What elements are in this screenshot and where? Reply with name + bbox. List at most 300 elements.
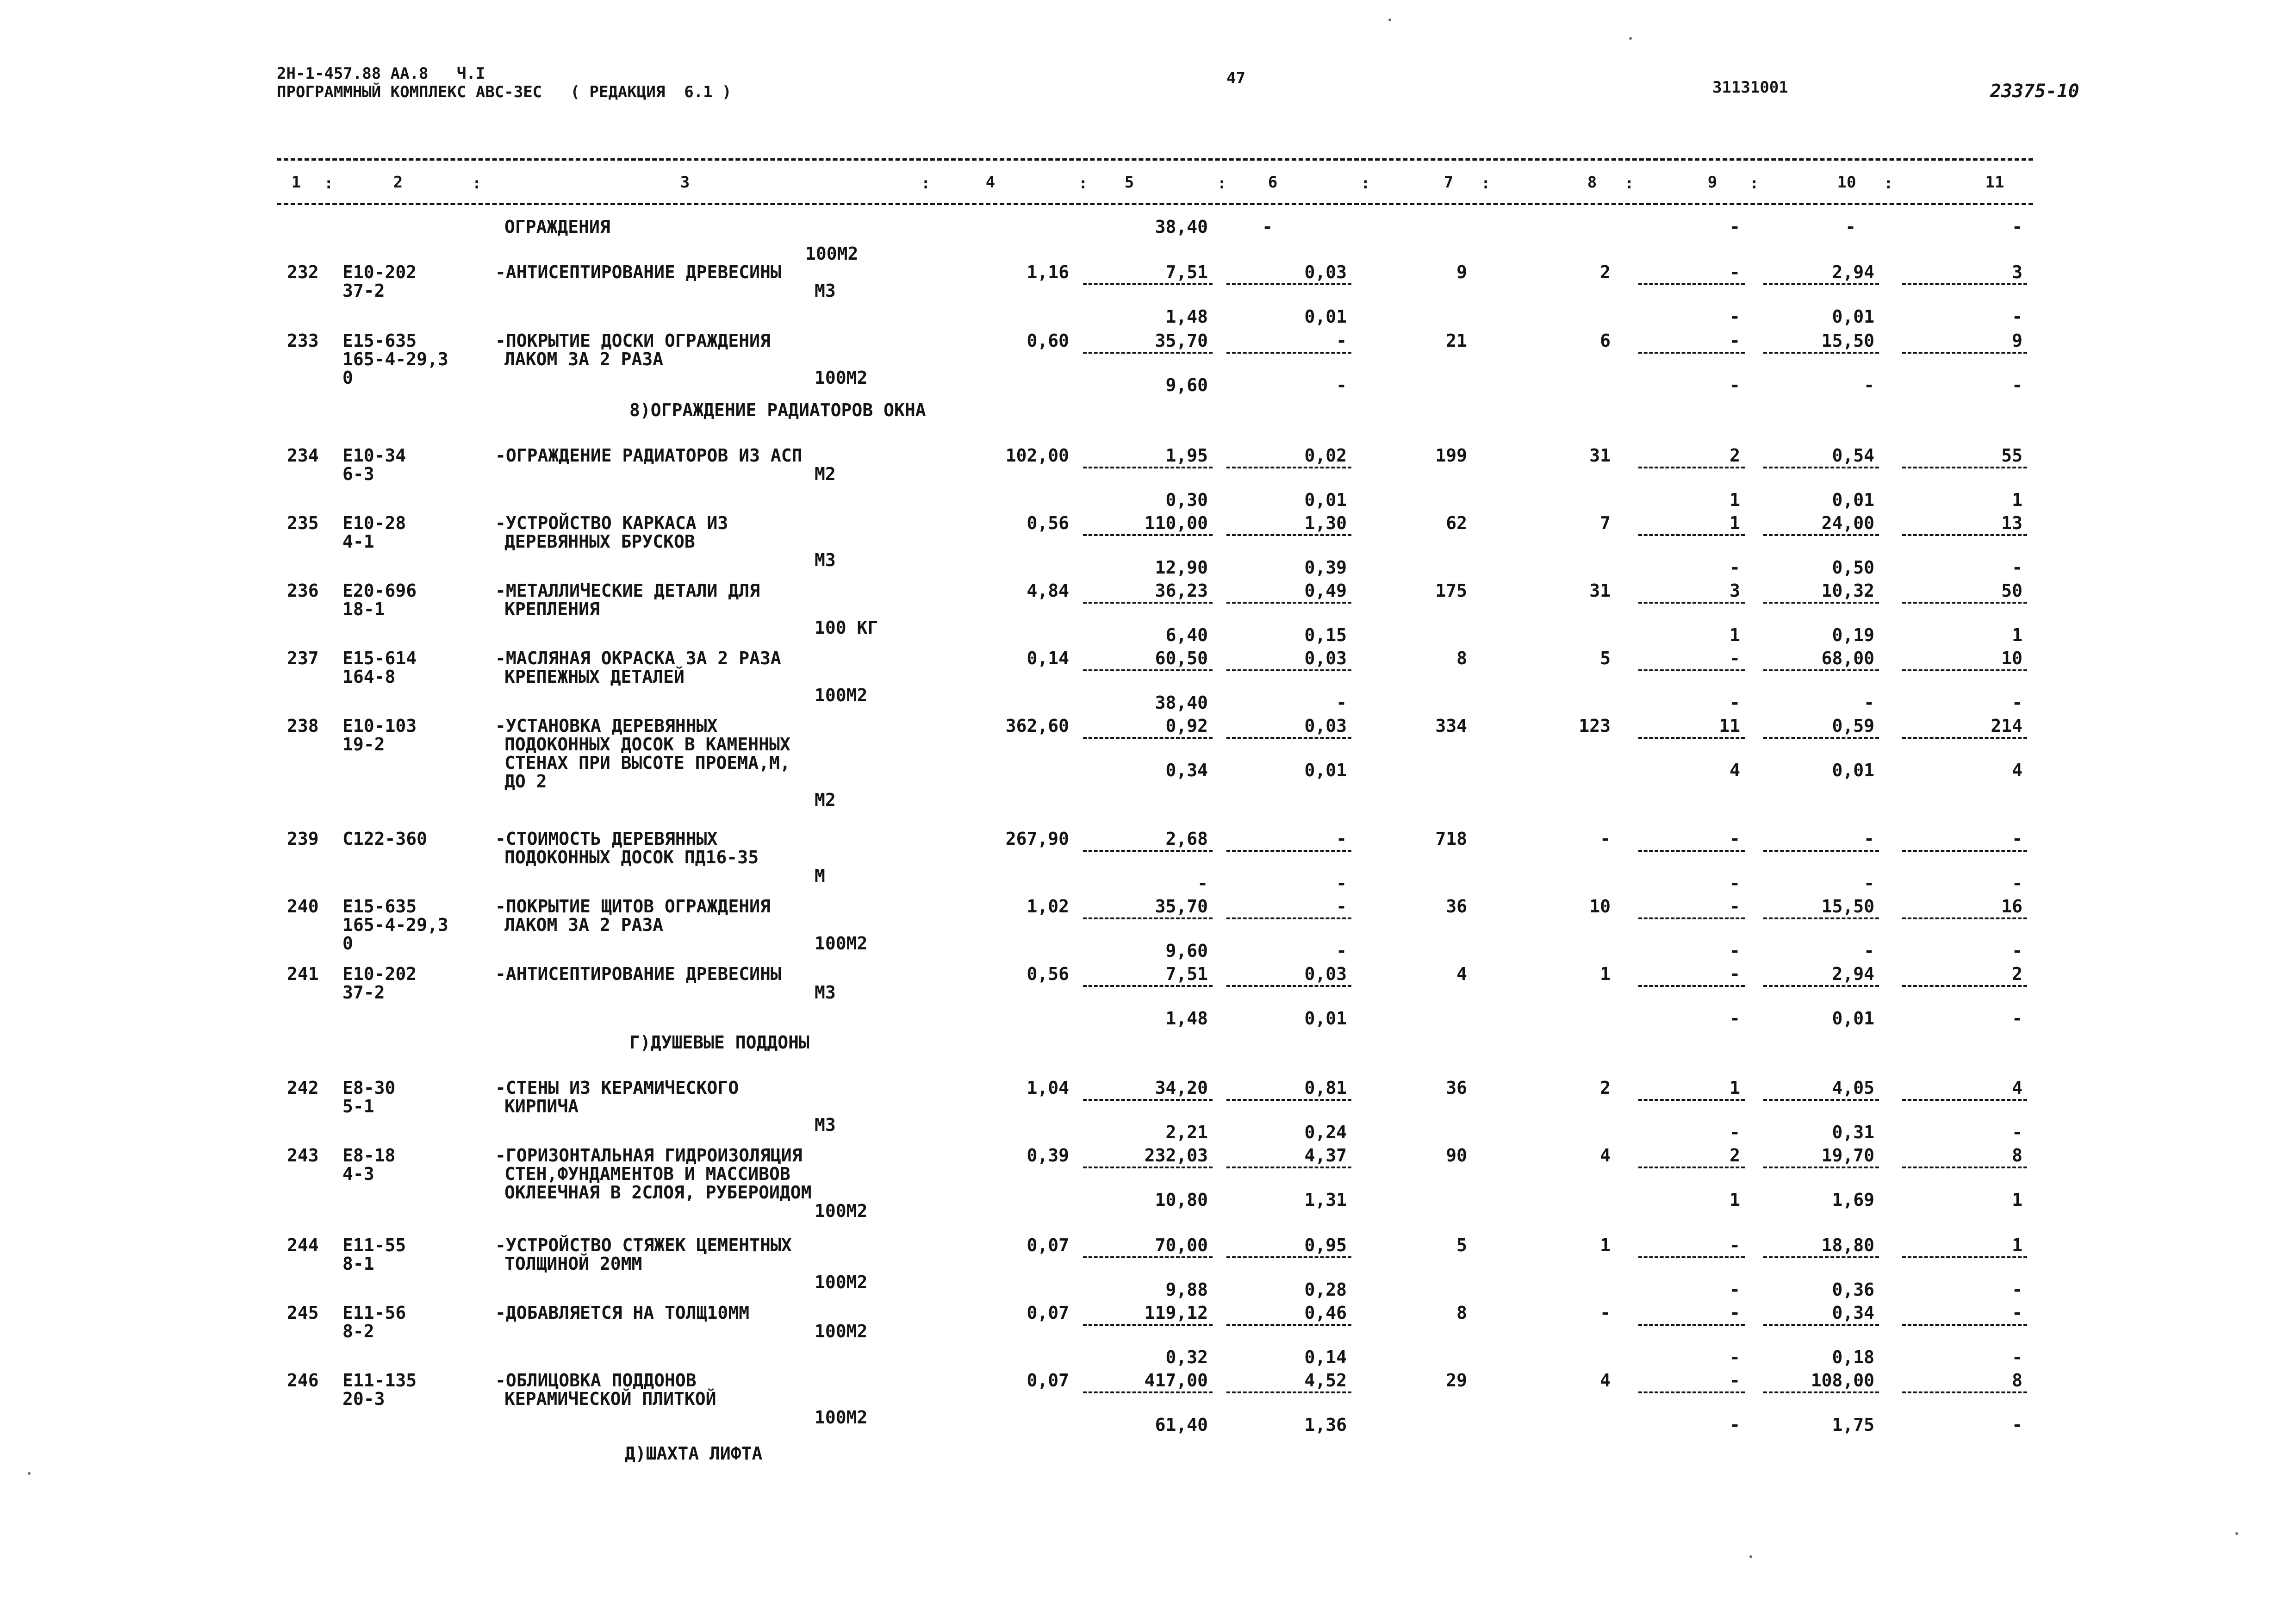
cell-b10: 0,01 <box>1832 306 1874 327</box>
row-name: -СТОИМОСТЬ ДЕРЕВЯННЫХ <box>495 829 718 849</box>
dashed-underline <box>1083 1099 1213 1101</box>
cell-c6: 4,52 <box>1304 1370 1347 1391</box>
cell-b5: 1,48 <box>1165 1008 1208 1029</box>
row-code: Е11-135 <box>342 1370 417 1391</box>
dashed-underline <box>1763 352 1879 354</box>
cell-c8: 31 <box>1589 445 1611 466</box>
dashed-underline <box>1083 467 1213 468</box>
cell-qty: 0,07 <box>1027 1370 1069 1391</box>
cell-c7: 199 <box>1435 445 1467 466</box>
column-separator: : <box>1078 174 1088 193</box>
section-heading: Г)ДУШЕВЫЕ ПОДДОНЫ <box>629 1032 809 1053</box>
cell-c8: 31 <box>1589 580 1611 601</box>
cell-b9: - <box>1730 306 1740 327</box>
cell-b9: 1 <box>1730 1190 1740 1210</box>
column-separator: : <box>472 174 482 193</box>
column-number-3: 3 <box>680 173 690 192</box>
row-unit: 100М2 <box>815 1321 868 1341</box>
column-number-2: 2 <box>393 173 403 192</box>
cell-b10: - <box>1864 375 1874 395</box>
cell-c10: 2,94 <box>1832 262 1874 282</box>
cell-c6: - <box>1336 829 1347 849</box>
row-name-cont: ТОЛЩИНОЙ 20ММ <box>504 1254 642 1274</box>
cell-c9: - <box>1730 964 1740 984</box>
cell-qty: 362,60 <box>1005 716 1069 736</box>
dashed-underline <box>1638 1391 1745 1393</box>
dashed-underline <box>1763 1256 1879 1258</box>
cell-c11: 50 <box>2001 580 2022 601</box>
dashed-underline <box>1638 1167 1745 1168</box>
row-name-cont: СТЕНАХ ПРИ ВЫСОТЕ ПРОЕМА,М, <box>504 753 790 773</box>
scan-speck <box>2235 1532 2238 1535</box>
row-code-sub: 18-1 <box>342 599 385 619</box>
cell-c9: - <box>1730 1303 1740 1323</box>
column-number-4: 4 <box>985 173 996 192</box>
row-name: -ОГРАЖДЕНИЕ РАДИАТОРОВ ИЗ АСП <box>495 445 803 466</box>
cell-b6: 0,28 <box>1304 1279 1347 1300</box>
dashed-underline <box>1083 602 1213 604</box>
cell-b11: - <box>2012 873 2022 893</box>
cell-c7: 29 <box>1446 1370 1467 1391</box>
row-name-cont: КИРПИЧА <box>504 1096 579 1117</box>
row-code: Е10-103 <box>342 716 417 736</box>
cell-c7: 334 <box>1435 716 1467 736</box>
dashed-underline <box>1902 283 2027 285</box>
column-separator: : <box>324 174 334 193</box>
cell-b6: 0,01 <box>1304 760 1347 780</box>
dashed-underline <box>1226 1167 1351 1168</box>
row-number: 242 <box>287 1078 319 1098</box>
cell-b9: 1 <box>1730 625 1740 645</box>
dashed-underline <box>1083 1391 1213 1393</box>
cell-qty: 0,56 <box>1027 513 1069 533</box>
cell-b11: 1 <box>2012 625 2022 645</box>
cell-c5: 35,70 <box>1155 331 1208 351</box>
dashed-underline <box>1763 1324 1879 1326</box>
column-number-8: 8 <box>1587 173 1597 192</box>
cell-c11: - <box>2012 1303 2022 1323</box>
cell-b10: - <box>1864 692 1874 713</box>
dashed-underline <box>1083 352 1213 354</box>
dashed-underline <box>1638 669 1745 671</box>
row-name: -ДОБАВЛЯЕТСЯ НА ТОЛЩ10ММ <box>495 1303 750 1323</box>
cell-b9: 1 <box>1730 490 1740 510</box>
dashed-underline <box>1763 669 1879 671</box>
cell-b5: 38,40 <box>1155 692 1208 713</box>
cell-b6: 1,36 <box>1304 1415 1347 1435</box>
row-code: Е15-614 <box>342 648 417 668</box>
cell-c8: 10 <box>1589 896 1611 917</box>
dashed-underline <box>1226 1099 1351 1101</box>
dashed-underline <box>1638 737 1745 739</box>
cell-qty: 0,39 <box>1027 1145 1069 1166</box>
dashed-underline <box>1226 283 1351 285</box>
cell-b11: - <box>2012 1347 2022 1367</box>
dashed-underline <box>1226 352 1351 354</box>
row-code-sub: 4-3 <box>342 1164 374 1184</box>
dashed-underline <box>1902 985 2027 987</box>
cell-c9: 1 <box>1730 1078 1740 1098</box>
cell-c11: 8 <box>2012 1145 2022 1166</box>
dashed-underline <box>1226 850 1351 852</box>
scan-speck <box>1629 37 1632 40</box>
cell-b11: 1 <box>2012 490 2022 510</box>
dashed-underline <box>1763 917 1879 919</box>
dashed-underline <box>1902 850 2027 852</box>
cell-b5: 9,60 <box>1165 941 1208 961</box>
row-number: 241 <box>287 964 319 984</box>
cell-b6: 1,31 <box>1304 1190 1347 1210</box>
cell-c10: 18,80 <box>1821 1235 1874 1255</box>
cell-b5: 6,40 <box>1165 625 1208 645</box>
dashed-underline <box>1083 1256 1213 1258</box>
cell-c9: - <box>1730 896 1740 917</box>
column-separator: : <box>1884 174 1893 193</box>
row-code: Е10-202 <box>342 262 417 282</box>
cell-qty: 0,14 <box>1027 648 1069 668</box>
dashed-underline <box>1638 602 1745 604</box>
cell-qty: 0,56 <box>1027 964 1069 984</box>
cell-c8: 2 <box>1600 1078 1611 1098</box>
cell-qty: 267,90 <box>1005 829 1069 849</box>
cell-c7: 36 <box>1446 1078 1467 1098</box>
row-number: 236 <box>287 580 319 601</box>
row-number: 235 <box>287 513 319 533</box>
cell-c9: 3 <box>1730 580 1740 601</box>
cell-c6: 0,03 <box>1304 716 1347 736</box>
dashed-underline <box>1638 1256 1745 1258</box>
cell-b5: 0,34 <box>1165 760 1208 780</box>
dashed-underline <box>1226 669 1351 671</box>
cell-c7: 9 <box>1456 262 1467 282</box>
dashed-underline <box>1763 467 1879 468</box>
cell-c6: - <box>1336 896 1347 917</box>
cell-c11: 2 <box>2012 964 2022 984</box>
row-code: Е8-18 <box>342 1145 396 1166</box>
row-code-sub: 6-3 <box>342 464 374 484</box>
cell-c6: 0,81 <box>1304 1078 1347 1098</box>
cell-c5: 2,68 <box>1165 829 1208 849</box>
row-code: Е10-202 <box>342 964 417 984</box>
row-unit: М <box>815 866 825 886</box>
cell-c5: 60,50 <box>1155 648 1208 668</box>
dashed-underline <box>1638 1324 1745 1326</box>
cell-c5: 0,92 <box>1165 716 1208 736</box>
cell-qty: 0,60 <box>1027 331 1069 351</box>
cell-b5: - <box>1197 873 1208 893</box>
archive-stamp: 23375-10 <box>1990 81 2079 102</box>
cell-c9: - <box>1730 1235 1740 1255</box>
cell-c5: 417,00 <box>1144 1370 1208 1391</box>
cell-c7: 90 <box>1446 1145 1467 1166</box>
row-unit: М2 <box>815 464 836 484</box>
row-number: 240 <box>287 896 319 917</box>
row-code-sub: 0 <box>342 933 353 954</box>
cell-c8: 1 <box>1600 1235 1611 1255</box>
cell-b5: 61,40 <box>1155 1415 1208 1435</box>
row-name-cont: КРЕПЕЖНЫХ ДЕТАЛЕЙ <box>504 667 684 687</box>
dashed-underline <box>1226 1256 1351 1258</box>
scan-speck <box>28 1472 31 1475</box>
column-number-1: 1 <box>291 173 301 192</box>
row-unit: М3 <box>815 550 836 570</box>
cell-c8: 1 <box>1600 964 1611 984</box>
cell-c6: 1,30 <box>1304 513 1347 533</box>
cell-b10: 0,01 <box>1832 1008 1874 1029</box>
row-name: -МАСЛЯНАЯ ОКРАСКА ЗА 2 РАЗА <box>495 648 781 668</box>
cell-c6: 0,03 <box>1304 964 1347 984</box>
cell-c8: 4 <box>1600 1370 1611 1391</box>
cell-c11: - <box>2012 829 2022 849</box>
cell-b10: 1,75 <box>1832 1415 1874 1435</box>
cell-c8: - <box>1600 1303 1611 1323</box>
row-name: -ПОКРЫТИЕ ДОСКИ ОГРАЖДЕНИЯ <box>495 331 771 351</box>
cell-b11: - <box>2012 1122 2022 1142</box>
cell-c7: 8 <box>1456 1303 1467 1323</box>
cell-b11: - <box>2012 375 2022 395</box>
row-number: 232 <box>287 262 319 282</box>
cell-c11: 55 <box>2001 445 2022 466</box>
dashed-underline <box>1902 467 2027 468</box>
cell-qty: 4,84 <box>1027 580 1069 601</box>
cell-c5: 70,00 <box>1155 1235 1208 1255</box>
cell-col9: - <box>1730 217 1740 237</box>
cell-c10: 24,00 <box>1821 513 1874 533</box>
row-unit: 100 КГ <box>815 618 878 638</box>
row-unit: 100М2 <box>815 1272 868 1292</box>
cell-qty: 1,04 <box>1027 1078 1069 1098</box>
cell-c10: 10,32 <box>1821 580 1874 601</box>
row-unit: 100М2 <box>815 1201 868 1221</box>
cell-c9: 11 <box>1719 716 1740 736</box>
cell-c10: 0,54 <box>1832 445 1874 466</box>
dashed-underline <box>1902 352 2027 354</box>
dashed-underline <box>1902 534 2027 536</box>
dashed-underline <box>1226 534 1351 536</box>
cell-b11: - <box>2012 1279 2022 1300</box>
row-name: -ГОРИЗОНТАЛЬНАЯ ГИДРОИЗОЛЯЦИЯ <box>495 1145 803 1166</box>
row-name-cont: КРЕПЛЕНИЯ <box>504 599 600 619</box>
cell-b9: - <box>1730 1347 1740 1367</box>
dashed-underline <box>1226 467 1351 468</box>
dashed-underline <box>1083 534 1213 536</box>
dashed-underline <box>1083 850 1213 852</box>
row-code-sub: 19-2 <box>342 734 385 755</box>
dashed-underline <box>1763 1167 1879 1168</box>
cell-c10: 4,05 <box>1832 1078 1874 1098</box>
cell-c10: 15,50 <box>1821 331 1874 351</box>
cell-b9: - <box>1730 873 1740 893</box>
cell-b11: - <box>2012 557 2022 578</box>
cell-c6: 0,49 <box>1304 580 1347 601</box>
cell-col5: 38,40 <box>1155 217 1208 237</box>
cell-c9: - <box>1730 331 1740 351</box>
cell-c10: 2,94 <box>1832 964 1874 984</box>
cell-c11: 13 <box>2001 513 2022 533</box>
cell-c5: 7,51 <box>1165 964 1208 984</box>
cell-c8: 2 <box>1600 262 1611 282</box>
cell-b5: 1,48 <box>1165 306 1208 327</box>
dashed-underline <box>1763 1391 1879 1393</box>
row-name-cont: КЕРАМИЧЕСКОЙ ПЛИТКОЙ <box>504 1389 716 1409</box>
cell-b11: - <box>2012 306 2022 327</box>
row-code-sub: 8-2 <box>342 1321 374 1341</box>
row-number: 244 <box>287 1235 319 1255</box>
cell-qty: 1,16 <box>1027 262 1069 282</box>
dashed-underline <box>1226 737 1351 739</box>
cell-b10: 0,18 <box>1832 1347 1874 1367</box>
row-code: Е20-696 <box>342 580 417 601</box>
cell-b9: - <box>1730 375 1740 395</box>
section-heading: ОГРАЖДЕНИЯ <box>504 217 610 237</box>
row-name-cont: ЛАКОМ ЗА 2 РАЗА <box>504 349 664 369</box>
row-code: С122-360 <box>342 829 428 849</box>
cell-b6: 0,01 <box>1304 306 1347 327</box>
dashed-underline <box>1763 985 1879 987</box>
cell-c7: 4 <box>1456 964 1467 984</box>
row-code-sub: 164-8 <box>342 667 396 687</box>
cell-c9: 2 <box>1730 1145 1740 1166</box>
cell-c7: 8 <box>1456 648 1467 668</box>
row-number: 239 <box>287 829 319 849</box>
cell-c7: 5 <box>1456 1235 1467 1255</box>
cell-c6: 0,03 <box>1304 262 1347 282</box>
cell-c11: 4 <box>2012 1078 2022 1098</box>
dashed-underline <box>1226 985 1351 987</box>
dashed-underline <box>1763 602 1879 604</box>
row-name: -АНТИСЕПТИРОВАНИЕ ДРЕВЕСИНЫ <box>495 262 781 282</box>
dashed-underline <box>1083 669 1213 671</box>
cell-b11: 4 <box>2012 760 2022 780</box>
dashed-underline <box>1763 737 1879 739</box>
dashed-underline <box>1902 1256 2027 1258</box>
dashed-underline <box>1226 1324 1351 1326</box>
cell-c6: 0,95 <box>1304 1235 1347 1255</box>
dashed-underline <box>1763 1099 1879 1101</box>
cell-c11: 3 <box>2012 262 2022 282</box>
cell-c6: 0,03 <box>1304 648 1347 668</box>
dashed-underline <box>1083 283 1213 285</box>
row-unit: М3 <box>815 1115 836 1135</box>
column-separator: : <box>1624 174 1634 193</box>
cell-b11: - <box>2012 1415 2022 1435</box>
cell-c10: 68,00 <box>1821 648 1874 668</box>
cell-c10: 108,00 <box>1811 1370 1874 1391</box>
column-separator: : <box>1481 174 1491 193</box>
cell-c7: 62 <box>1446 513 1467 533</box>
row-number: 237 <box>287 648 319 668</box>
row-code: Е11-55 <box>342 1235 406 1255</box>
cell-b6: 0,39 <box>1304 557 1347 578</box>
column-number-6: 6 <box>1268 173 1278 192</box>
cell-b6: - <box>1336 375 1347 395</box>
cell-b10: - <box>1864 941 1874 961</box>
dashed-underline <box>1638 467 1745 468</box>
cell-c5: 119,12 <box>1144 1303 1208 1323</box>
dashed-underline <box>1902 1167 2027 1168</box>
dashed-underline <box>1763 534 1879 536</box>
row-name-cont: ОКЛЕЕЧНАЯ В 2СЛОЯ, РУБЕРОИДОМ <box>504 1182 812 1203</box>
section-heading: 8)ОГРАЖДЕНИЕ РАДИАТОРОВ ОКНА <box>629 400 926 420</box>
dashed-underline <box>1638 917 1745 919</box>
cell-c10: - <box>1864 829 1874 849</box>
dashed-underline <box>1083 917 1213 919</box>
row-code-sub: 20-3 <box>342 1389 385 1409</box>
cell-c8: 4 <box>1600 1145 1611 1166</box>
row-name-cont: СТЕН,ФУНДАМЕНТОВ И МАССИВОВ <box>504 1164 790 1184</box>
row-unit: 100М2 <box>815 368 868 388</box>
row-name-cont: ЛАКОМ ЗА 2 РАЗА <box>504 915 664 935</box>
cell-c8: 7 <box>1600 513 1611 533</box>
cell-c9: - <box>1730 262 1740 282</box>
row-unit: 100М2 <box>815 685 868 705</box>
cell-b9: - <box>1730 557 1740 578</box>
cell-c11: 16 <box>2001 896 2022 917</box>
column-separator: : <box>1749 174 1759 193</box>
cell-b6: 0,15 <box>1304 625 1347 645</box>
cell-c10: 0,34 <box>1832 1303 1874 1323</box>
cell-b6: - <box>1336 692 1347 713</box>
dashed-underline <box>1638 534 1745 536</box>
cell-b9: - <box>1730 1279 1740 1300</box>
cell-b6: - <box>1336 941 1347 961</box>
cell-b10: 0,19 <box>1832 625 1874 645</box>
cell-c10: 0,59 <box>1832 716 1874 736</box>
row-number: 243 <box>287 1145 319 1166</box>
column-number-10: 10 <box>1837 173 1856 192</box>
cell-c11: 8 <box>2012 1370 2022 1391</box>
cell-b6: - <box>1336 873 1347 893</box>
row-code: Е11-56 <box>342 1303 406 1323</box>
column-separator: : <box>921 174 931 193</box>
cell-qty: 102,00 <box>1005 445 1069 466</box>
cell-c9: 1 <box>1730 513 1740 533</box>
dashed-underline <box>1902 917 2027 919</box>
column-separator: : <box>1217 174 1227 193</box>
scan-speck <box>1388 19 1391 21</box>
row-code-sub: 4-1 <box>342 531 374 552</box>
program-title: ПРОГРАММНЫЙ КОМПЛЕКС АВС-3ЕС ( РЕДАКЦИЯ 6.1 ) <box>277 83 732 101</box>
page-number: 47 <box>1226 69 1245 87</box>
dashed-underline <box>1638 985 1745 987</box>
cell-b10: 0,36 <box>1832 1279 1874 1300</box>
cell-c11: 1 <box>2012 1235 2022 1255</box>
row-name: -СТЕНЫ ИЗ КЕРАМИЧЕСКОГО <box>495 1078 739 1098</box>
cell-b6: 0,14 <box>1304 1347 1347 1367</box>
dashed-underline <box>1902 602 2027 604</box>
row-unit: М3 <box>815 281 836 301</box>
column-number-7: 7 <box>1444 173 1454 192</box>
row-code: Е10-34 <box>342 445 406 466</box>
column-number-9: 9 <box>1707 173 1717 192</box>
row-unit-top: 100М2 <box>805 243 859 264</box>
cell-c11: 214 <box>1991 716 2022 736</box>
dashed-underline <box>1902 1324 2027 1326</box>
cell-b5: 0,32 <box>1165 1347 1208 1367</box>
cell-c5: 7,51 <box>1165 262 1208 282</box>
cell-b5: 12,90 <box>1155 557 1208 578</box>
document-code: 2Н-1-457.88 АА.8 Ч.I <box>277 64 485 83</box>
cell-c11: 9 <box>2012 331 2022 351</box>
cell-c5: 1,95 <box>1165 445 1208 466</box>
row-name: -АНТИСЕПТИРОВАНИЕ ДРЕВЕСИНЫ <box>495 964 781 984</box>
cell-c9: - <box>1730 1370 1740 1391</box>
cell-c9: - <box>1730 829 1740 849</box>
column-separator: : <box>1361 174 1370 193</box>
row-name-cont: ДЕРЕВЯННЫХ БРУСКОВ <box>504 531 695 552</box>
row-number: 246 <box>287 1370 319 1391</box>
dashed-underline <box>1763 283 1879 285</box>
